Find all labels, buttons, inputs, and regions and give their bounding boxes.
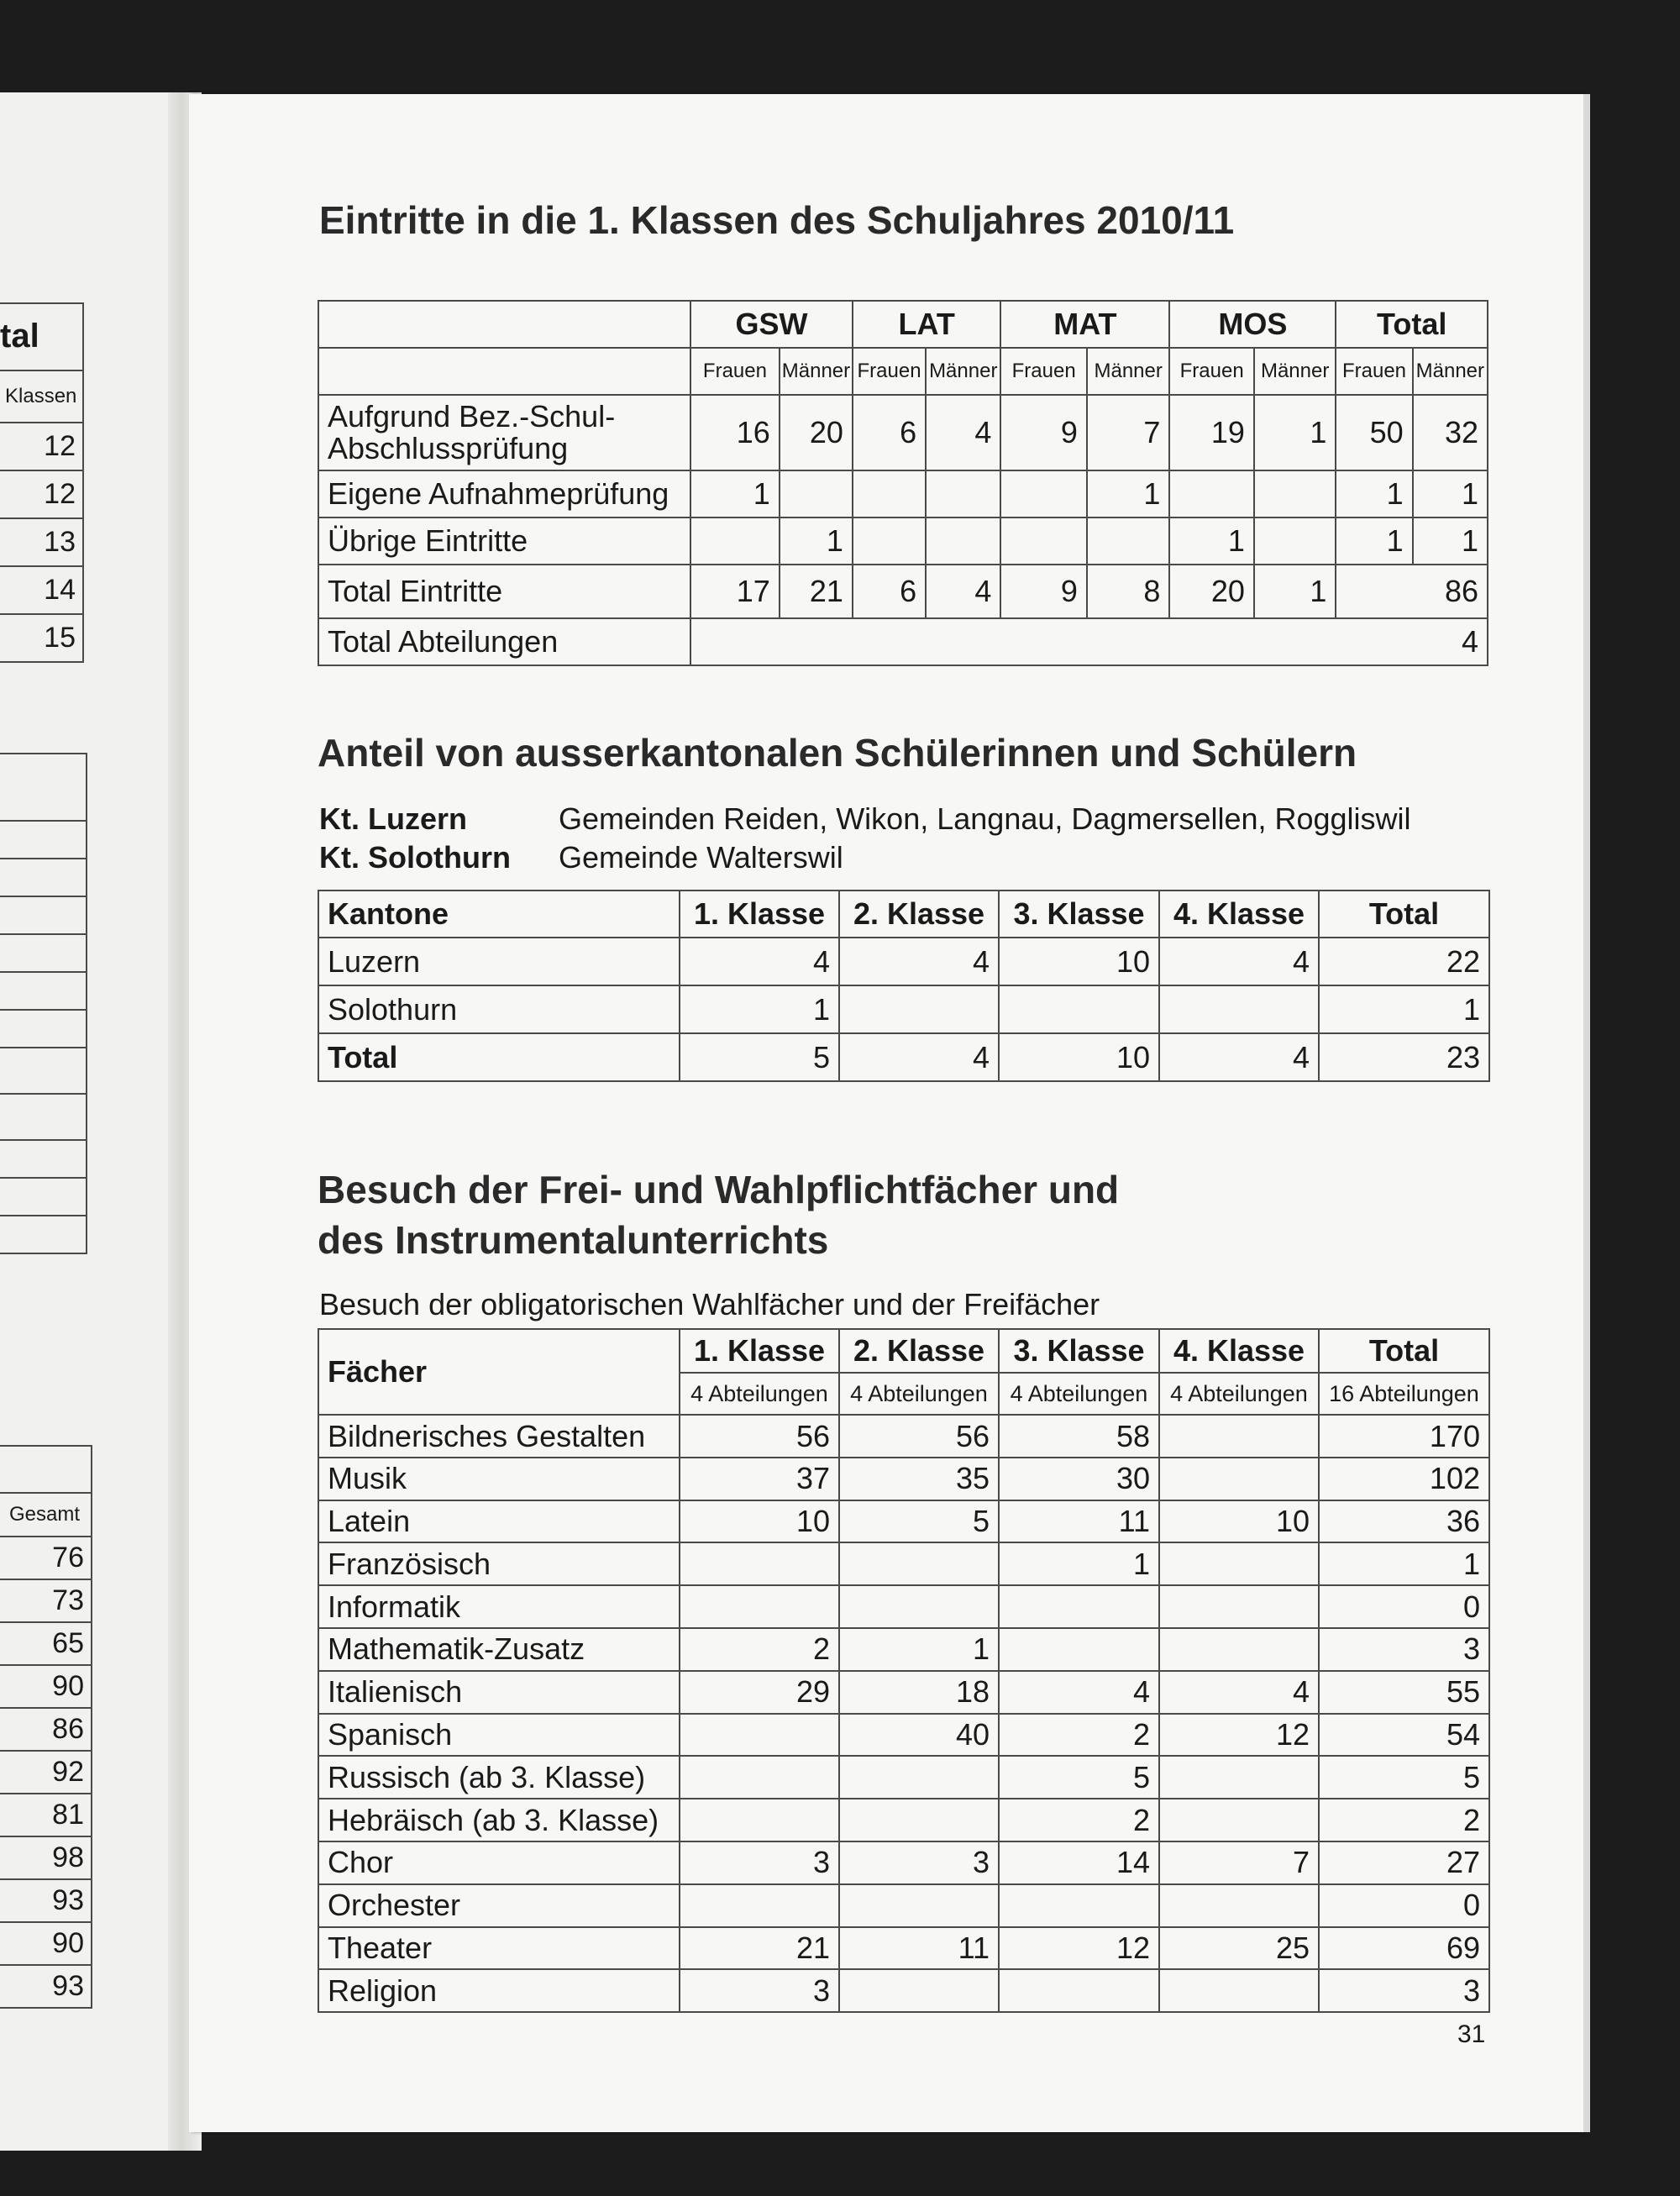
row-label: Solothurn [318,985,680,1033]
cell: 21 [780,565,853,618]
sub-header: Männer [926,348,1000,395]
sub-header: Männer [1254,348,1336,395]
cell [853,517,926,565]
cell [780,470,853,517]
table-row [318,395,1488,470]
cell: 6 [853,395,926,470]
cell: 10 [999,1033,1159,1081]
col-header: 2. Klasse [839,1329,999,1373]
cell: 1 [1169,517,1254,565]
row-label: Total Eintritte [318,565,690,618]
section3-title-line1: Besuch der Frei- und Wahlpflichtfächer und [318,1168,1120,1211]
row-label: Mathematik-Zusatz [318,1628,680,1671]
cell: 12 [1159,1714,1319,1757]
cell: 5 [1319,1756,1489,1799]
left-table-b [0,1445,92,2009]
left-table-b-cell: 81 [0,1794,92,1836]
cell [1159,985,1319,1033]
sub-header: Frauen [1000,348,1087,395]
cell: 4 [680,938,839,985]
cell: 2 [999,1714,1159,1757]
cell [999,1628,1159,1671]
cell: 5 [680,1033,839,1081]
cell [1159,1799,1319,1841]
cell [1000,517,1087,565]
col-header: Fächer [318,1329,680,1415]
cell [839,1756,999,1799]
cell: 37 [680,1458,839,1500]
col-subheader: 4 Abteilungen [839,1373,999,1415]
left-table-b-cell: 73 [0,1579,92,1622]
col-subheader: 4 Abteilungen [999,1373,1159,1415]
cell [926,470,1000,517]
row-label: Theater [318,1927,680,1970]
cell: 7 [1159,1841,1319,1884]
cell: 0 [1319,1585,1489,1628]
canton-table [318,890,1490,1082]
left-table-a-cell: 14 [0,566,83,614]
group-header: Total [1336,301,1488,348]
cell: 86 [1336,565,1488,618]
col-subheader: 4 Abteilungen [1159,1373,1319,1415]
cell: 58 [999,1415,1159,1458]
cell: 0 [1319,1884,1489,1927]
section3-title-line2: des Instrumentalunterrichts [318,1218,829,1262]
left-table-a-header: Klassen [0,370,83,423]
cell [839,1969,999,2012]
sub-header: Männer [1087,348,1169,395]
cell: 54 [1319,1714,1489,1757]
cell: 14 [999,1841,1159,1884]
cell: 10 [1159,1500,1319,1543]
entries-table [318,300,1488,666]
cell: 1 [1336,517,1412,565]
cell [839,1542,999,1585]
row-label: Religion [318,1969,680,2012]
cell [1254,517,1336,565]
cell [1159,1969,1319,2012]
cell: 4 [999,1671,1159,1714]
col-header: 2. Klasse [839,890,999,938]
cell [1087,517,1169,565]
cell: 55 [1319,1671,1489,1714]
cell: 4 [839,1033,999,1081]
col-header: 3. Klasse [999,1329,1159,1373]
left-page-heading: tal [0,318,39,355]
col-header: 4. Klasse [1159,1329,1319,1373]
cell [999,985,1159,1033]
cell: 7 [1087,395,1169,470]
group-header: MOS [1169,301,1336,348]
row-label: Russisch (ab 3. Klasse) [318,1756,680,1799]
sub-header: Frauen [690,348,780,395]
cell: 9 [1000,395,1087,470]
cell: 1 [839,1628,999,1671]
cell: 12 [999,1927,1159,1970]
table-row [318,1714,1489,1757]
table-row [318,1500,1489,1543]
table-row [318,985,1489,1033]
table-row [318,1756,1489,1799]
cell: 16 [690,395,780,470]
table-row [318,1628,1489,1671]
cell [1159,1585,1319,1628]
col-header: 3. Klasse [999,890,1159,938]
left-table-b-header: Gesamt [0,1493,92,1537]
cell: 35 [839,1458,999,1500]
table-row [318,1415,1489,1458]
col-header: 1. Klasse [680,890,839,938]
cell: 36 [1319,1500,1489,1543]
cell: 19 [1169,395,1254,470]
cell: 2 [680,1628,839,1671]
cell: 50 [1336,395,1412,470]
table-row [318,1671,1489,1714]
row-label: Informatik [318,1585,680,1628]
page-number: 31 [1457,2020,1486,2048]
row-label: Hebräisch (ab 3. Klasse) [318,1799,680,1841]
cell: 3 [680,1969,839,2012]
left-table-a-cell: 15 [0,614,83,662]
cell: 4 [1159,1033,1319,1081]
col-header: Total [1319,1329,1489,1373]
group-header: GSW [690,301,853,348]
table-row [318,470,1488,517]
cell: 20 [1169,565,1254,618]
col-subheader: 4 Abteilungen [680,1373,839,1415]
subjects-table [318,1328,1490,2013]
row-label: Italienisch [318,1671,680,1714]
sub-header: Frauen [1169,348,1254,395]
left-table-b-cell: 76 [0,1537,92,1579]
cell [680,1799,839,1841]
cell: 8 [1087,565,1169,618]
cell [839,1884,999,1927]
section2-title: Anteil von ausserkantonalen Schülerinnen und Schülern [318,731,1357,775]
cell: 6 [853,565,926,618]
cell: 1 [1413,517,1488,565]
row-label: Chor [318,1841,680,1884]
col-header: Kantone [318,890,680,938]
cell: 11 [839,1927,999,1970]
cell: 17 [690,565,780,618]
cell [1169,470,1254,517]
table-row [318,618,1488,665]
cell [999,1585,1159,1628]
cell: 18 [839,1671,999,1714]
cell [839,985,999,1033]
page-edge [1583,94,1590,2132]
left-table-b-cell: 86 [0,1708,92,1751]
left-table-b-cell: 90 [0,1665,92,1708]
cell [680,1585,839,1628]
cell: 11 [999,1500,1159,1543]
col-header: Total [1319,890,1489,938]
canton-name: Kt. Luzern [319,801,467,836]
cell: 3 [839,1841,999,1884]
canton-line [319,840,843,875]
cell [999,1969,1159,2012]
table-row [318,1033,1489,1081]
cell: 10 [999,938,1159,985]
left-table-b-cell: 65 [0,1622,92,1665]
left-table-b-cell: 93 [0,1965,92,2008]
table-row [318,1585,1489,1628]
left-table-a-cell: 12 [0,470,83,518]
cell [853,470,926,517]
section1-title: Eintritte in die 1. Klassen des Schuljahres 2010/11 [319,198,1235,242]
left-table-b-cell: 98 [0,1836,92,1879]
row-label: Luzern [318,938,680,985]
col-header: 4. Klasse [1159,890,1319,938]
left-table-a-cell: 13 [0,518,83,566]
cell [680,1884,839,1927]
sub-header: Männer [780,348,853,395]
table-row [318,1458,1489,1500]
table-row [318,1799,1489,1841]
row-label: Übrige Eintritte [318,517,690,565]
table-row [318,1884,1489,1927]
cell: 170 [1319,1415,1489,1458]
cell: 56 [839,1415,999,1458]
cell: 1 [1336,470,1412,517]
left-table-mid [0,753,87,1254]
cell [999,1884,1159,1927]
table-row [318,1927,1489,1970]
cell: 102 [1319,1458,1489,1500]
row-label: Französisch [318,1542,680,1585]
cell: 1 [1254,395,1336,470]
table-row [318,517,1488,565]
cell: 29 [680,1671,839,1714]
cell: 1 [780,517,853,565]
row-label: Aufgrund Bez.-Schul-Abschlussprüfung [318,395,690,470]
cell: 1 [690,470,780,517]
cell: 1 [1319,1542,1489,1585]
cell [1159,1542,1319,1585]
col-subheader: 16 Abteilungen [1319,1373,1489,1415]
cell: 40 [839,1714,999,1757]
cell: 20 [780,395,853,470]
cell: 4 [839,938,999,985]
canton-line [319,801,1411,837]
cell: 32 [1413,395,1488,470]
cell: 5 [839,1500,999,1543]
cell [1159,1628,1319,1671]
table-row [318,1841,1489,1884]
cell: 1 [1413,470,1488,517]
row-label: Spanisch [318,1714,680,1757]
row-label: Musik [318,1458,680,1500]
row-label: Latein [318,1500,680,1543]
cell [1159,1884,1319,1927]
cell: 3 [680,1841,839,1884]
cell [680,1542,839,1585]
cell: 1 [999,1542,1159,1585]
cell: 21 [680,1927,839,1970]
cell: 4 [690,618,1488,665]
cell: 3 [1319,1628,1489,1671]
sub-header: Männer [1413,348,1488,395]
row-label: Eigene Aufnahmeprüfung [318,470,690,517]
cell: 23 [1319,1033,1489,1081]
cell: 56 [680,1415,839,1458]
cell: 1 [1254,565,1336,618]
sub-header: Frauen [1336,348,1412,395]
cell: 4 [926,565,1000,618]
left-table-a-cell: 12 [0,423,83,470]
cell: 22 [1319,938,1489,985]
cell [680,1756,839,1799]
cell [1159,1415,1319,1458]
row-label: Orchester [318,1884,680,1927]
row-label: Total Abteilungen [318,618,690,665]
cell [1159,1756,1319,1799]
cell [1159,1458,1319,1500]
table-row [318,938,1489,985]
table-row [318,1969,1489,2012]
group-header: MAT [1000,301,1169,348]
cell: 4 [926,395,1000,470]
row-label: Bildnerisches Gestalten [318,1415,680,1458]
cell: 5 [999,1756,1159,1799]
table-row [318,565,1488,618]
table-row [318,1542,1489,1585]
cell [690,517,780,565]
cell: 30 [999,1458,1159,1500]
cell [926,517,1000,565]
cell: 4 [1159,1671,1319,1714]
cell: 10 [680,1500,839,1543]
cell [680,1714,839,1757]
cell: 69 [1319,1927,1489,1970]
cell: 1 [1087,470,1169,517]
cell: 2 [999,1799,1159,1841]
left-table-b-cell: 93 [0,1879,92,1922]
canton-text: Gemeinde Walterswil [559,840,843,875]
cell: 25 [1159,1927,1319,1970]
sub-header: Frauen [853,348,926,395]
cell: 2 [1319,1799,1489,1841]
cell: 1 [1319,985,1489,1033]
group-header: LAT [853,301,1000,348]
cell: 9 [1000,565,1087,618]
cell [1254,470,1336,517]
cell: 1 [680,985,839,1033]
section3-caption: Besuch der obligatorischen Wahlfächer und der Freifächer [319,1287,1100,1321]
canton-name: Kt. Solothurn [319,840,511,875]
cell: 27 [1319,1841,1489,1884]
cell [1000,470,1087,517]
row-label: Total [318,1033,680,1081]
left-table-a [0,302,84,663]
cell [839,1585,999,1628]
left-table-b-cell: 90 [0,1922,92,1965]
cell [839,1799,999,1841]
canton-text: Gemeinden Reiden, Wikon, Langnau, Dagmersellen, Roggliswil [559,801,1411,836]
col-header: 1. Klasse [680,1329,839,1373]
left-table-b-cell: 92 [0,1751,92,1794]
cell: 4 [1159,938,1319,985]
cell: 3 [1319,1969,1489,2012]
